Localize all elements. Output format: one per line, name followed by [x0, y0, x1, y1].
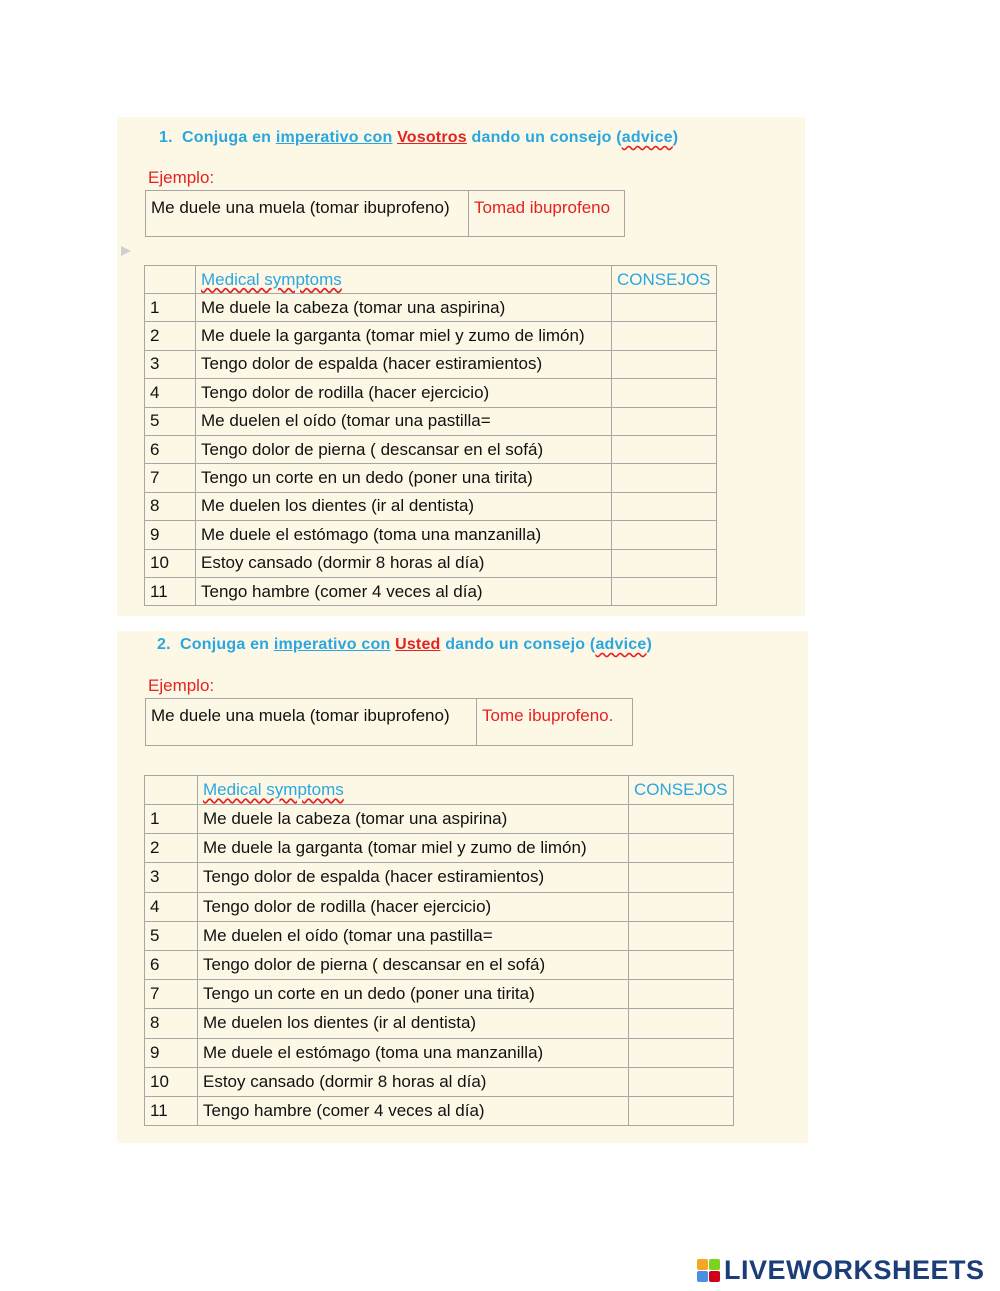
table-row [145, 950, 734, 979]
exercise-2-heading: 2. Conjuga en imperativo con Usted dando un consejo (advice) [157, 636, 652, 653]
logo-square [697, 1271, 708, 1282]
table-row [145, 379, 717, 407]
row-number: 3 [145, 350, 196, 378]
consejo-answer-cell[interactable] [629, 1009, 734, 1038]
header-num [145, 266, 196, 294]
header-consejos: CONSEJOS [629, 776, 734, 805]
table-row [145, 1067, 734, 1096]
consejo-answer-cell[interactable] [612, 350, 717, 378]
row-number: 2 [145, 834, 198, 863]
symptom-cell: Tengo un corte en un dedo (poner una tirita) [198, 980, 629, 1009]
row-number: 6 [145, 435, 196, 463]
consejo-answer-cell[interactable] [629, 805, 734, 834]
row-number: 11 [145, 577, 196, 605]
symptom-cell: Me duelen el oído (tomar una pastilla= [198, 921, 629, 950]
symptom-cell: Estoy cansado (dormir 8 horas al día) [196, 549, 612, 577]
consejo-answer-cell[interactable] [612, 322, 717, 350]
symptom-cell: Me duelen los dientes (ir al dentista) [198, 1009, 629, 1038]
logo-square [709, 1271, 720, 1282]
symptom-cell: Tengo dolor de espalda (hacer estiramientos) [196, 350, 612, 378]
row-number: 5 [145, 407, 196, 435]
table-row [145, 1038, 734, 1067]
bookmark-marker-icon [121, 246, 131, 256]
table-row [145, 407, 717, 435]
consejo-answer-cell[interactable] [612, 549, 717, 577]
symptom-cell: Tengo dolor de espalda (hacer estiramientos) [198, 863, 629, 892]
consejo-answer-cell[interactable] [612, 294, 717, 322]
consejo-answer-cell[interactable] [629, 1096, 734, 1125]
example-table [145, 190, 625, 237]
row-number: 10 [145, 1067, 198, 1096]
consejo-answer-cell[interactable] [629, 863, 734, 892]
consejo-answer-cell[interactable] [629, 892, 734, 921]
symptom-cell: Me duelen los dientes (ir al dentista) [196, 492, 612, 520]
row-number: 1 [145, 805, 198, 834]
row-number: 2 [145, 322, 196, 350]
consejo-answer-cell[interactable] [612, 521, 717, 549]
row-number: 9 [145, 521, 196, 549]
table-row [145, 294, 717, 322]
row-number: 7 [145, 980, 198, 1009]
row-number: 9 [145, 1038, 198, 1067]
row-number: 7 [145, 464, 196, 492]
symptom-cell: Tengo un corte en un dedo (poner una tirita) [196, 464, 612, 492]
table-row [145, 980, 734, 1009]
row-number: 11 [145, 1096, 198, 1125]
consejo-answer-cell[interactable] [612, 407, 717, 435]
liveworksheets-logo [697, 1254, 985, 1286]
table-row [145, 577, 717, 605]
symptom-cell: Tengo hambre (comer 4 veces al día) [198, 1096, 629, 1125]
table-row [145, 892, 734, 921]
symptom-cell: Estoy cansado (dormir 8 horas al día) [198, 1067, 629, 1096]
table-header-row [145, 266, 717, 294]
symptom-cell: Tengo dolor de rodilla (hacer ejercicio) [198, 892, 629, 921]
consejo-answer-cell[interactable] [629, 921, 734, 950]
table-row [145, 805, 734, 834]
symptom-cell: Me duele la garganta (tomar miel y zumo de limón) [198, 834, 629, 863]
table-row [145, 492, 717, 520]
table-row [145, 435, 717, 463]
symptom-cell: Me duele la cabeza (tomar una aspirina) [196, 294, 612, 322]
logo-icon [697, 1259, 720, 1282]
row-number: 3 [145, 863, 198, 892]
row-number: 4 [145, 379, 196, 407]
symptom-cell: Tengo dolor de pierna ( descansar en el sofá) [198, 950, 629, 979]
example-label: Ejemplo: [148, 168, 215, 187]
table-row [145, 863, 734, 892]
consejo-answer-cell[interactable] [612, 492, 717, 520]
row-number: 5 [145, 921, 198, 950]
row-number: 10 [145, 549, 196, 577]
row-number: 1 [145, 294, 196, 322]
table-row [145, 921, 734, 950]
example-label: Ejemplo: [148, 676, 215, 695]
symptoms-table-1 [144, 265, 717, 606]
table-row [145, 1009, 734, 1038]
symptoms-table-2 [144, 775, 734, 1126]
consejo-answer-cell[interactable] [612, 435, 717, 463]
symptom-cell: Tengo dolor de pierna ( descansar en el sofá) [196, 435, 612, 463]
row-number: 8 [145, 1009, 198, 1038]
symptom-cell: Me duele el estómago (toma una manzanilla) [198, 1038, 629, 1067]
row-number: 8 [145, 492, 196, 520]
example-answer: Tome ibuprofeno. [477, 699, 633, 746]
example-prompt: Me duele una muela (tomar ibuprofeno) [146, 191, 469, 237]
example-prompt: Me duele una muela (tomar ibuprofeno) [146, 699, 477, 746]
consejo-answer-cell[interactable] [612, 379, 717, 407]
row-number: 6 [145, 950, 198, 979]
consejo-answer-cell[interactable] [629, 950, 734, 979]
symptom-cell: Tengo dolor de rodilla (hacer ejercicio) [196, 379, 612, 407]
header-symptoms: Medical symptoms [196, 266, 612, 294]
example-answer: Tomad ibuprofeno [469, 191, 625, 237]
consejo-answer-cell[interactable] [629, 834, 734, 863]
symptom-cell: Me duele la cabeza (tomar una aspirina) [198, 805, 629, 834]
logo-square [697, 1259, 708, 1270]
table-row [145, 521, 717, 549]
table-row [145, 1096, 734, 1125]
symptom-cell: Tengo hambre (comer 4 veces al día) [196, 577, 612, 605]
consejo-answer-cell[interactable] [612, 464, 717, 492]
example-table [145, 698, 633, 746]
table-row [145, 549, 717, 577]
header-num [145, 776, 198, 805]
consejo-answer-cell[interactable] [629, 1067, 734, 1096]
consejo-answer-cell[interactable] [612, 577, 717, 605]
consejo-answer-cell[interactable] [629, 1038, 734, 1067]
table-row [145, 322, 717, 350]
logo-square [709, 1259, 720, 1270]
logo-text: LIVEWORKSHEETS [724, 1254, 985, 1285]
exercise-1-heading: 1. Conjuga en imperativo con Vosotros dando un consejo (advice) [159, 129, 679, 146]
table-row [145, 350, 717, 378]
symptom-cell: Me duelen el oído (tomar una pastilla= [196, 407, 612, 435]
table-row [145, 464, 717, 492]
row-number: 4 [145, 892, 198, 921]
consejo-answer-cell[interactable] [629, 980, 734, 1009]
symptom-cell: Me duele el estómago (toma una manzanilla) [196, 521, 612, 549]
table-header-row [145, 776, 734, 805]
symptom-cell: Me duele la garganta (tomar miel y zumo de limón) [196, 322, 612, 350]
table-row [145, 834, 734, 863]
header-consejos: CONSEJOS [612, 266, 717, 294]
header-symptoms: Medical symptoms [198, 776, 629, 805]
